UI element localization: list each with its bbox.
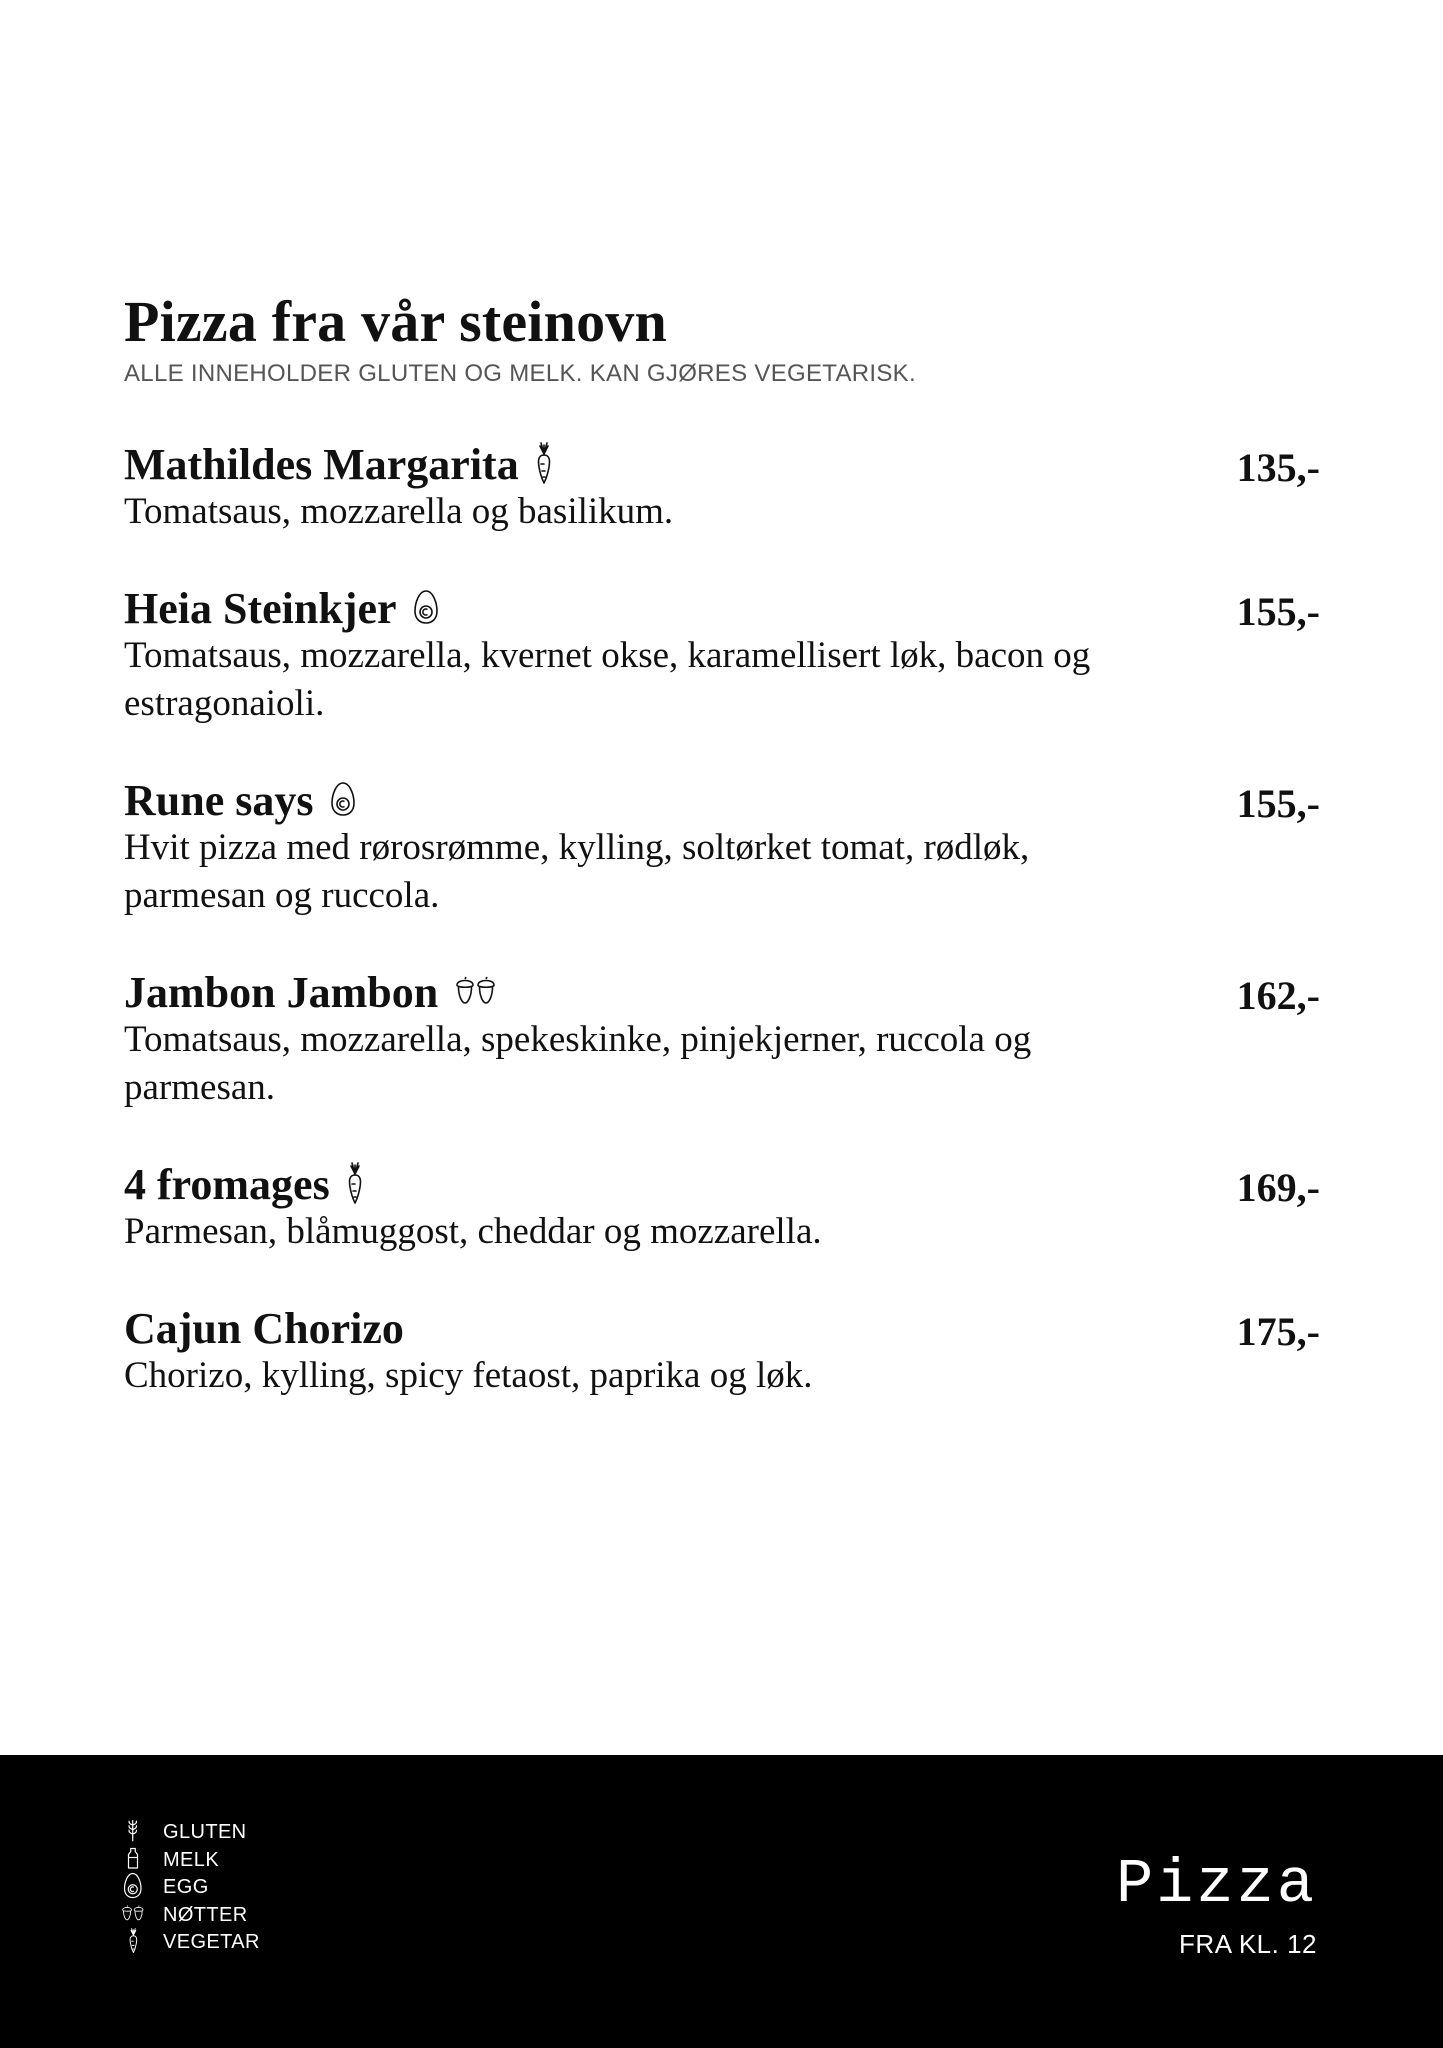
menu-item-price: 169,- <box>1236 1165 1320 1210</box>
allergen-legend <box>122 1819 260 1957</box>
menu-item-description: Chorizo, kylling, spicy fetaost, paprika og løk. <box>124 1355 813 1396</box>
menu-item-description: Parmesan, blåmuggost, cheddar og mozzarella. <box>124 1211 822 1252</box>
menu-item-header <box>124 580 1320 638</box>
carrot-icon <box>346 1162 364 1209</box>
menu-item-header <box>124 436 1320 494</box>
nuts-icon <box>121 1905 145 1927</box>
menu-item-description: Tomatsaus, mozzarella og basilikum. <box>124 491 674 532</box>
menu-item-description: Tomatsaus, mozzarella, kvernet okse, karamellisert løk, bacon og estragonaioli. <box>124 635 1091 724</box>
legend-icon-wrap <box>122 1902 144 1928</box>
legend-label: VEGETAR <box>163 1931 260 1954</box>
legend-label: GLUTEN <box>163 1821 247 1844</box>
menu-item-allergens <box>330 781 356 822</box>
menu-item-header <box>124 1300 1320 1358</box>
menu-item-name: Cajun Chorizo <box>124 1304 404 1353</box>
menu-item-price: 155,- <box>1236 781 1320 826</box>
menu-item-allergens <box>413 589 439 630</box>
menu-item-name: Rune says <box>124 776 314 825</box>
legend-item <box>122 1902 260 1930</box>
menu-item-allergens <box>454 976 498 1011</box>
menu-item-header <box>124 1156 1320 1214</box>
menu-item-name: Jambon Jambon <box>124 968 439 1017</box>
footer-brand: Pizza <box>1115 1849 1317 1920</box>
menu-item-name: Mathildes Margarita <box>124 440 519 489</box>
carrot-icon <box>535 442 553 489</box>
menu-item-price: 135,- <box>1236 445 1320 490</box>
legend-icon-wrap <box>122 1930 144 1956</box>
menu-item-description: Hvit pizza med rørosrømme, kylling, soltørket tomat, rødløk, parmesan og ruccola. <box>124 827 1030 916</box>
menu-item-price: 155,- <box>1236 589 1320 634</box>
nuts-icon <box>454 976 498 1011</box>
page-subtitle: ALLE INNEHOLDER GLUTEN OG MELK. KAN GJØRES VEGETARISK. <box>124 360 916 387</box>
legend-item <box>122 1819 260 1847</box>
legend-item <box>122 1847 260 1875</box>
opening-hours: FRA KL. 12 <box>1179 1929 1317 1959</box>
menu-item-name: 4 fromages <box>124 1160 330 1209</box>
legend-label: MELK <box>163 1848 220 1871</box>
menu-section <box>124 290 1320 1400</box>
menu-item-header <box>124 964 1320 1022</box>
milk-icon <box>127 1847 139 1875</box>
menu-item-description: Tomatsaus, mozzarella, spekeskinke, pinjekjerner, ruccola og parmesan. <box>124 1019 1032 1108</box>
egg-icon <box>330 781 356 822</box>
carrot-icon <box>128 1928 139 1958</box>
menu-item-allergens <box>346 1162 364 1209</box>
menu-item <box>124 580 1320 728</box>
legend-label: EGG <box>163 1876 209 1899</box>
menu-item-price: 162,- <box>1236 973 1320 1018</box>
legend-icon-wrap <box>122 1875 144 1901</box>
menu-item-header <box>124 772 1320 830</box>
egg-icon <box>413 589 439 630</box>
menu-item <box>124 436 1320 536</box>
menu-item <box>124 1300 1320 1400</box>
menu-item-price: 175,- <box>1236 1309 1320 1354</box>
legend-item <box>122 1929 260 1957</box>
footer-bar <box>0 1755 1443 2048</box>
legend-label: NØTTER <box>163 1903 248 1926</box>
menu-item <box>124 772 1320 920</box>
page-title: Pizza fra vår steinovn <box>124 289 667 354</box>
menu-item <box>124 1156 1320 1256</box>
menu-item <box>124 964 1320 1112</box>
legend-icon-wrap <box>122 1847 144 1873</box>
legend-item <box>122 1874 260 1902</box>
menu-item-name: Heia Steinkjer <box>124 584 397 633</box>
menu-items <box>124 436 1320 1400</box>
egg-icon <box>123 1872 143 1904</box>
wheat-icon <box>126 1819 140 1847</box>
menu-item-allergens <box>535 442 553 489</box>
legend-icon-wrap <box>122 1820 144 1846</box>
